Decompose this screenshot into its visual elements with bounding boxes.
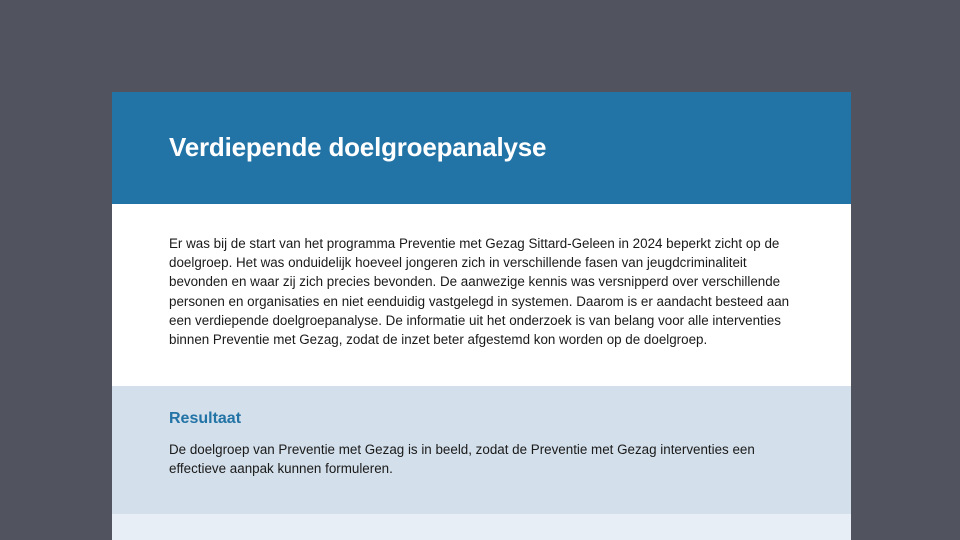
intro-section: [112, 204, 851, 386]
card-header: [112, 92, 851, 204]
result-section: [112, 386, 851, 514]
next-section-panel: [112, 514, 851, 540]
intro-paragraph: Er was bij de start van het programma Preventie met Gezag Sittard-Geleen in 2024 beperkt zicht op de doelgroep. Het was onduidelijk hoeveel jongeren zich in verschillende fasen van jeugdcriminaliteit bevonden en waar zij zich precies bevonden. De aanwezige kennis was versnipperd over verschillende personen en organisaties en niet eenduidig vastgelegd in systemen. Daarom is er aandacht besteed aan een verdiepende doelgroepanalyse. De informatie uit het onderzoek is van belang voor alle interventies binnen Preventie met Gezag, zodat de inzet beter afgestemd kon worden op de doelgroep.: [169, 236, 790, 348]
content-card: [112, 92, 851, 540]
result-paragraph: De doelgroep van Preventie met Gezag is in beeld, zodat de Preventie met Gezag interventies een effectieve aanpak kunnen formuleren.: [169, 442, 755, 477]
card-title: Verdiepende doelgroepanalyse: [169, 132, 547, 162]
result-heading: Resultaat: [169, 410, 242, 427]
